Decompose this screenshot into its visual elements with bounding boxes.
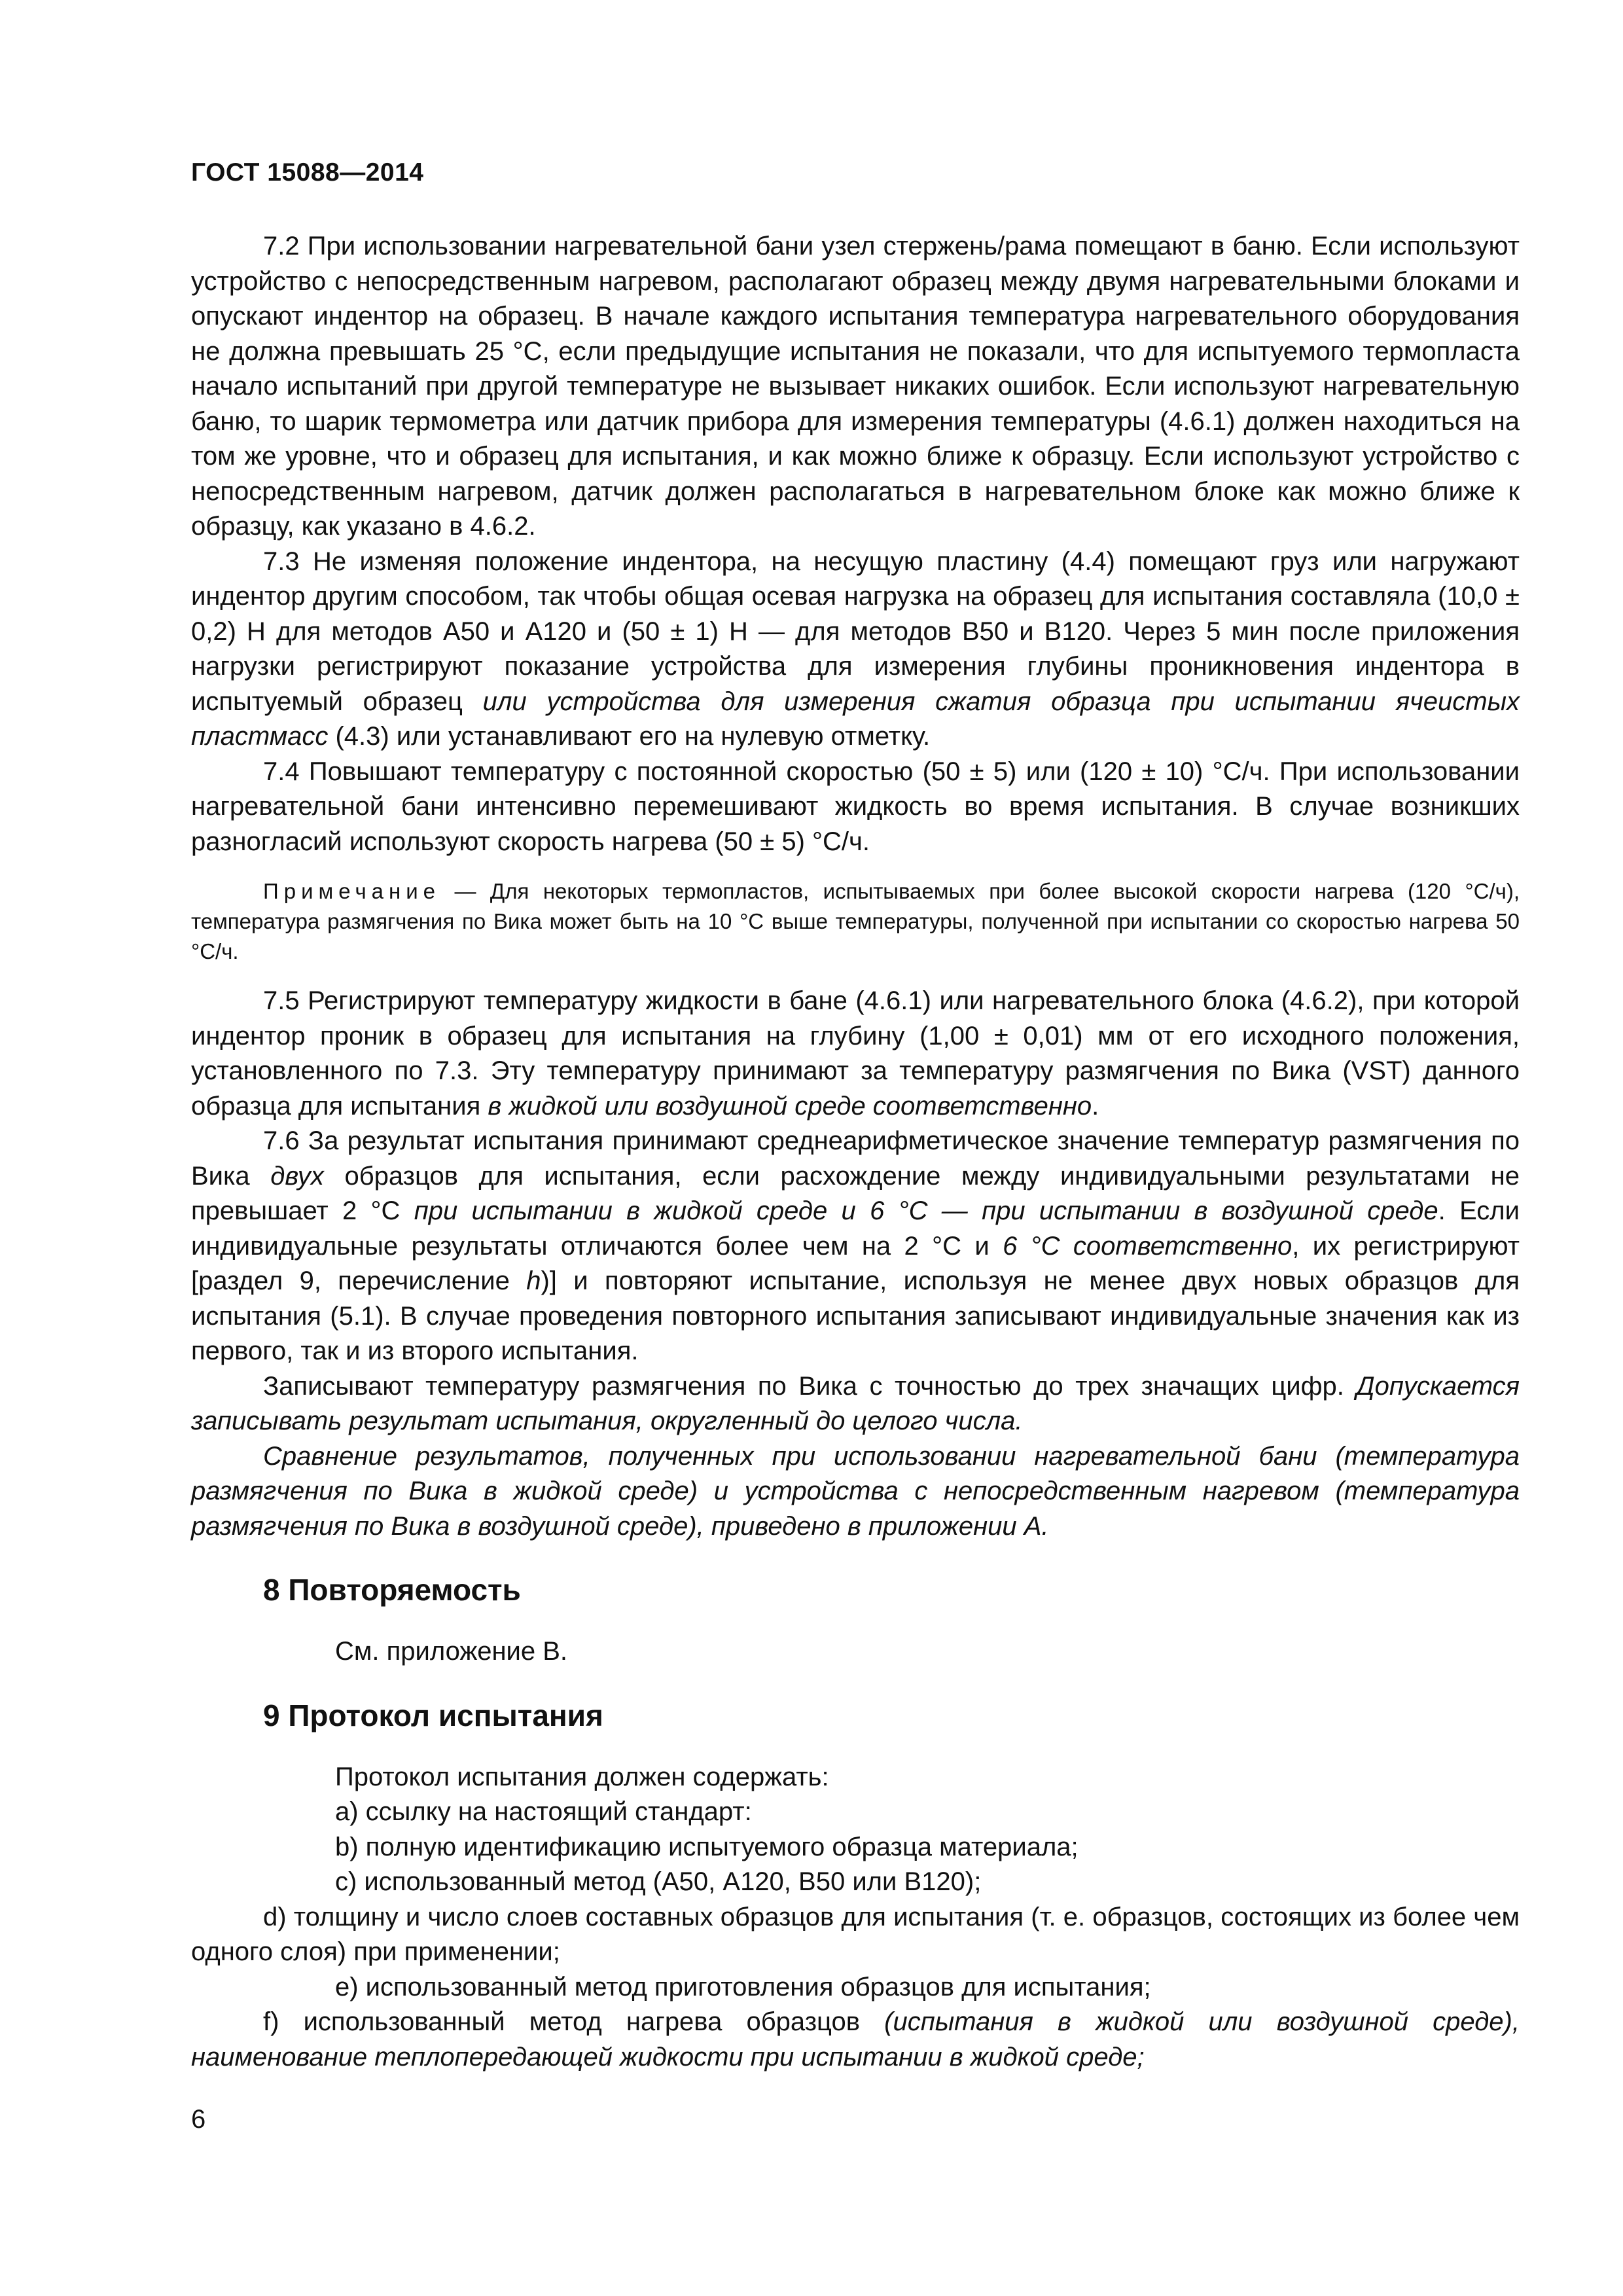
paragraph-7-3-italic: или устройства для измерения сжатия образца при испытании ячеистых пластмасс	[191, 687, 1520, 751]
paragraph-7-5	[191, 984, 1520, 1124]
p76-i1: двух	[270, 1161, 324, 1191]
section-8-heading: 8 Повторяемость	[263, 1573, 521, 1607]
list-item-f-text: f) использованный метод нагрева образцов	[263, 2007, 885, 2036]
page-number: 6	[191, 2105, 206, 2134]
paragraph-7-3-text: 7.3 Не изменяя положение индентора, на несущую пластину (4.4) помещают груз или нагружают индентор другим способом, так чтобы общая осевая нагрузка на образец для испытания составляла (10,0 ± 0,2) Н для методов А50 и А120 и (50 ± 1) Н — для методов В50 и В120. Через 5 мин после приложения нагрузки регистрируют показание устройства для измерения глубины проникновения индентора в испытуемый образец	[191, 547, 1520, 716]
paragraph-compare-italic: Сравнение результатов, полученных при использовании нагревательной бани (температура размягчения по Вика в жидкой среде) и устройства с непосредственным нагревом (температура размягчения по Вика в воздушной среде), приведено в приложении А.	[191, 1441, 1520, 1541]
section-8-text: См. приложение В.	[335, 1637, 568, 1666]
paragraph-7-2: 7.2 При использовании нагревательной бани узел стержень/рама помещают в баню. Если используют устройство с непосредственным нагревом, располагают образец между двумя нагревательными блоками и опускают индентор на образец. В начале каждого испытания температура нагревательного оборудования не должна превышать 25 °С, если предыдущие испытания не показали, что для испытуемого термопласта начало испытаний при другой температуре не вызывает никаких ошибок. Если используют нагревательную баню, то шарик термометра или датчик прибора для измерения температуры (4.6.1) должен находиться на том же уровне, что и образец для испытания, и как можно ближе к образцу. Если используют устройство с непосредственным нагревом, датчик должен располагаться в нагревательном блоке как можно ближе к образцу, как указано в 4.6.2.	[191, 232, 1520, 541]
document-header: ГОСТ 15088—2014	[191, 158, 424, 187]
paragraph-7-3	[191, 545, 1520, 755]
paragraph-record-text: Записывают температуру размягчения по Вика с точностью до трех значащих цифр.	[263, 1371, 1357, 1401]
p76-t5: )] и повторяют испытание, используя не менее двух новых образцов для испытания (5.1). В случае проведения повторного испытания записывают индивидуальные значения как из первого, так и из второго испытания.	[191, 1266, 1520, 1365]
section-9-heading: 9 Протокол испытания	[263, 1698, 603, 1732]
p76-t2: образцов для испытания, если расхождение между индивидуальными результатами не превышает 2 °С	[191, 1161, 1520, 1225]
paragraph-7-5-text: 7.5 Регистрируют температуру жидкости в бане (4.6.1) или нагревательного блока (4.6.2), при которой индентор проник в образец для испытания на глубину (1,00 ± 0,01) мм от его исходного положения, установленного по 7.3. Эту температуру принимают за температуру размягчения по Вика (VST) данного образца для испытания	[191, 986, 1520, 1121]
paragraph-7-4: 7.4 Повышают температуру с постоянной скоростью (50 ± 5) или (120 ± 10) °С/ч. При использовании нагревательной бани интенсивно перемешивают жидкость во время испытания. В случае возникших разногласий используют скорость нагрева (50 ± 5) °С/ч.	[191, 757, 1520, 856]
p76-t4: , их регистрируют [раздел 9, перечисление	[191, 1231, 1520, 1295]
list-item-a: a) ссылку на настоящий стандарт:	[335, 1797, 752, 1826]
list-item-b: b) полную идентификацию испытуемого образца материала;	[335, 1832, 1079, 1861]
note	[191, 876, 1520, 967]
list-item-f	[191, 2005, 1520, 2075]
paragraph-7-3-tail: (4.3) или устанавливают его на нулевую отметку.	[328, 722, 931, 751]
paragraph-7-6	[191, 1124, 1520, 1369]
note-label: Примечание	[263, 879, 441, 903]
note-text: — Для некоторых термопластов, испытываемых при более высокой скорости нагрева (120 °С/ч), температура размягчения по Вика может быть на 10 °С выше температуры, полученной при испытании со скоростью нагрева 50 °С/ч.	[191, 879, 1520, 963]
paragraph-record	[191, 1369, 1520, 1439]
section-9-intro: Протокол испытания должен содержать:	[335, 1762, 829, 1791]
paragraph-record-italic: Допускается записывать результат испытания, округленный до целого числа.	[191, 1371, 1520, 1435]
p76-t1: 7.6 За результат испытания принимают среднеарифметическое значение температур размягчения по Вика	[191, 1126, 1520, 1191]
p76-i4: h	[526, 1266, 541, 1295]
list-item-e: e) использованный метод приготовления образцов для испытания;	[335, 1972, 1151, 2001]
paragraph-compare	[191, 1439, 1520, 1545]
paragraph-7-5-tail: .	[1092, 1091, 1099, 1121]
p76-i3: 6 °С соответственно	[1003, 1231, 1293, 1261]
p76-i2: при испытании в жидкой среде и 6 °С — при испытании в воздушной среде	[414, 1196, 1438, 1225]
document-body	[191, 229, 1520, 2075]
p76-t3: . Если индивидуальные результаты отличаются более чем на 2 °С и	[191, 1196, 1520, 1261]
list-item-c: c) использованный метод (А50, А120, В50 или В120);	[335, 1867, 982, 1896]
list-item-f-italic: (испытания в жидкой или воздушной среде), наименование теплопередающей жидкости при испытании в жидкой среде;	[191, 2007, 1520, 2072]
list-item-d: d) толщину и число слоев составных образцов для испытания (т. е. образцов, состоящих из более чем одного слоя) при применении;	[191, 1902, 1520, 1966]
paragraph-7-5-italic: в жидкой или воздушной среде соответственно	[488, 1091, 1092, 1121]
